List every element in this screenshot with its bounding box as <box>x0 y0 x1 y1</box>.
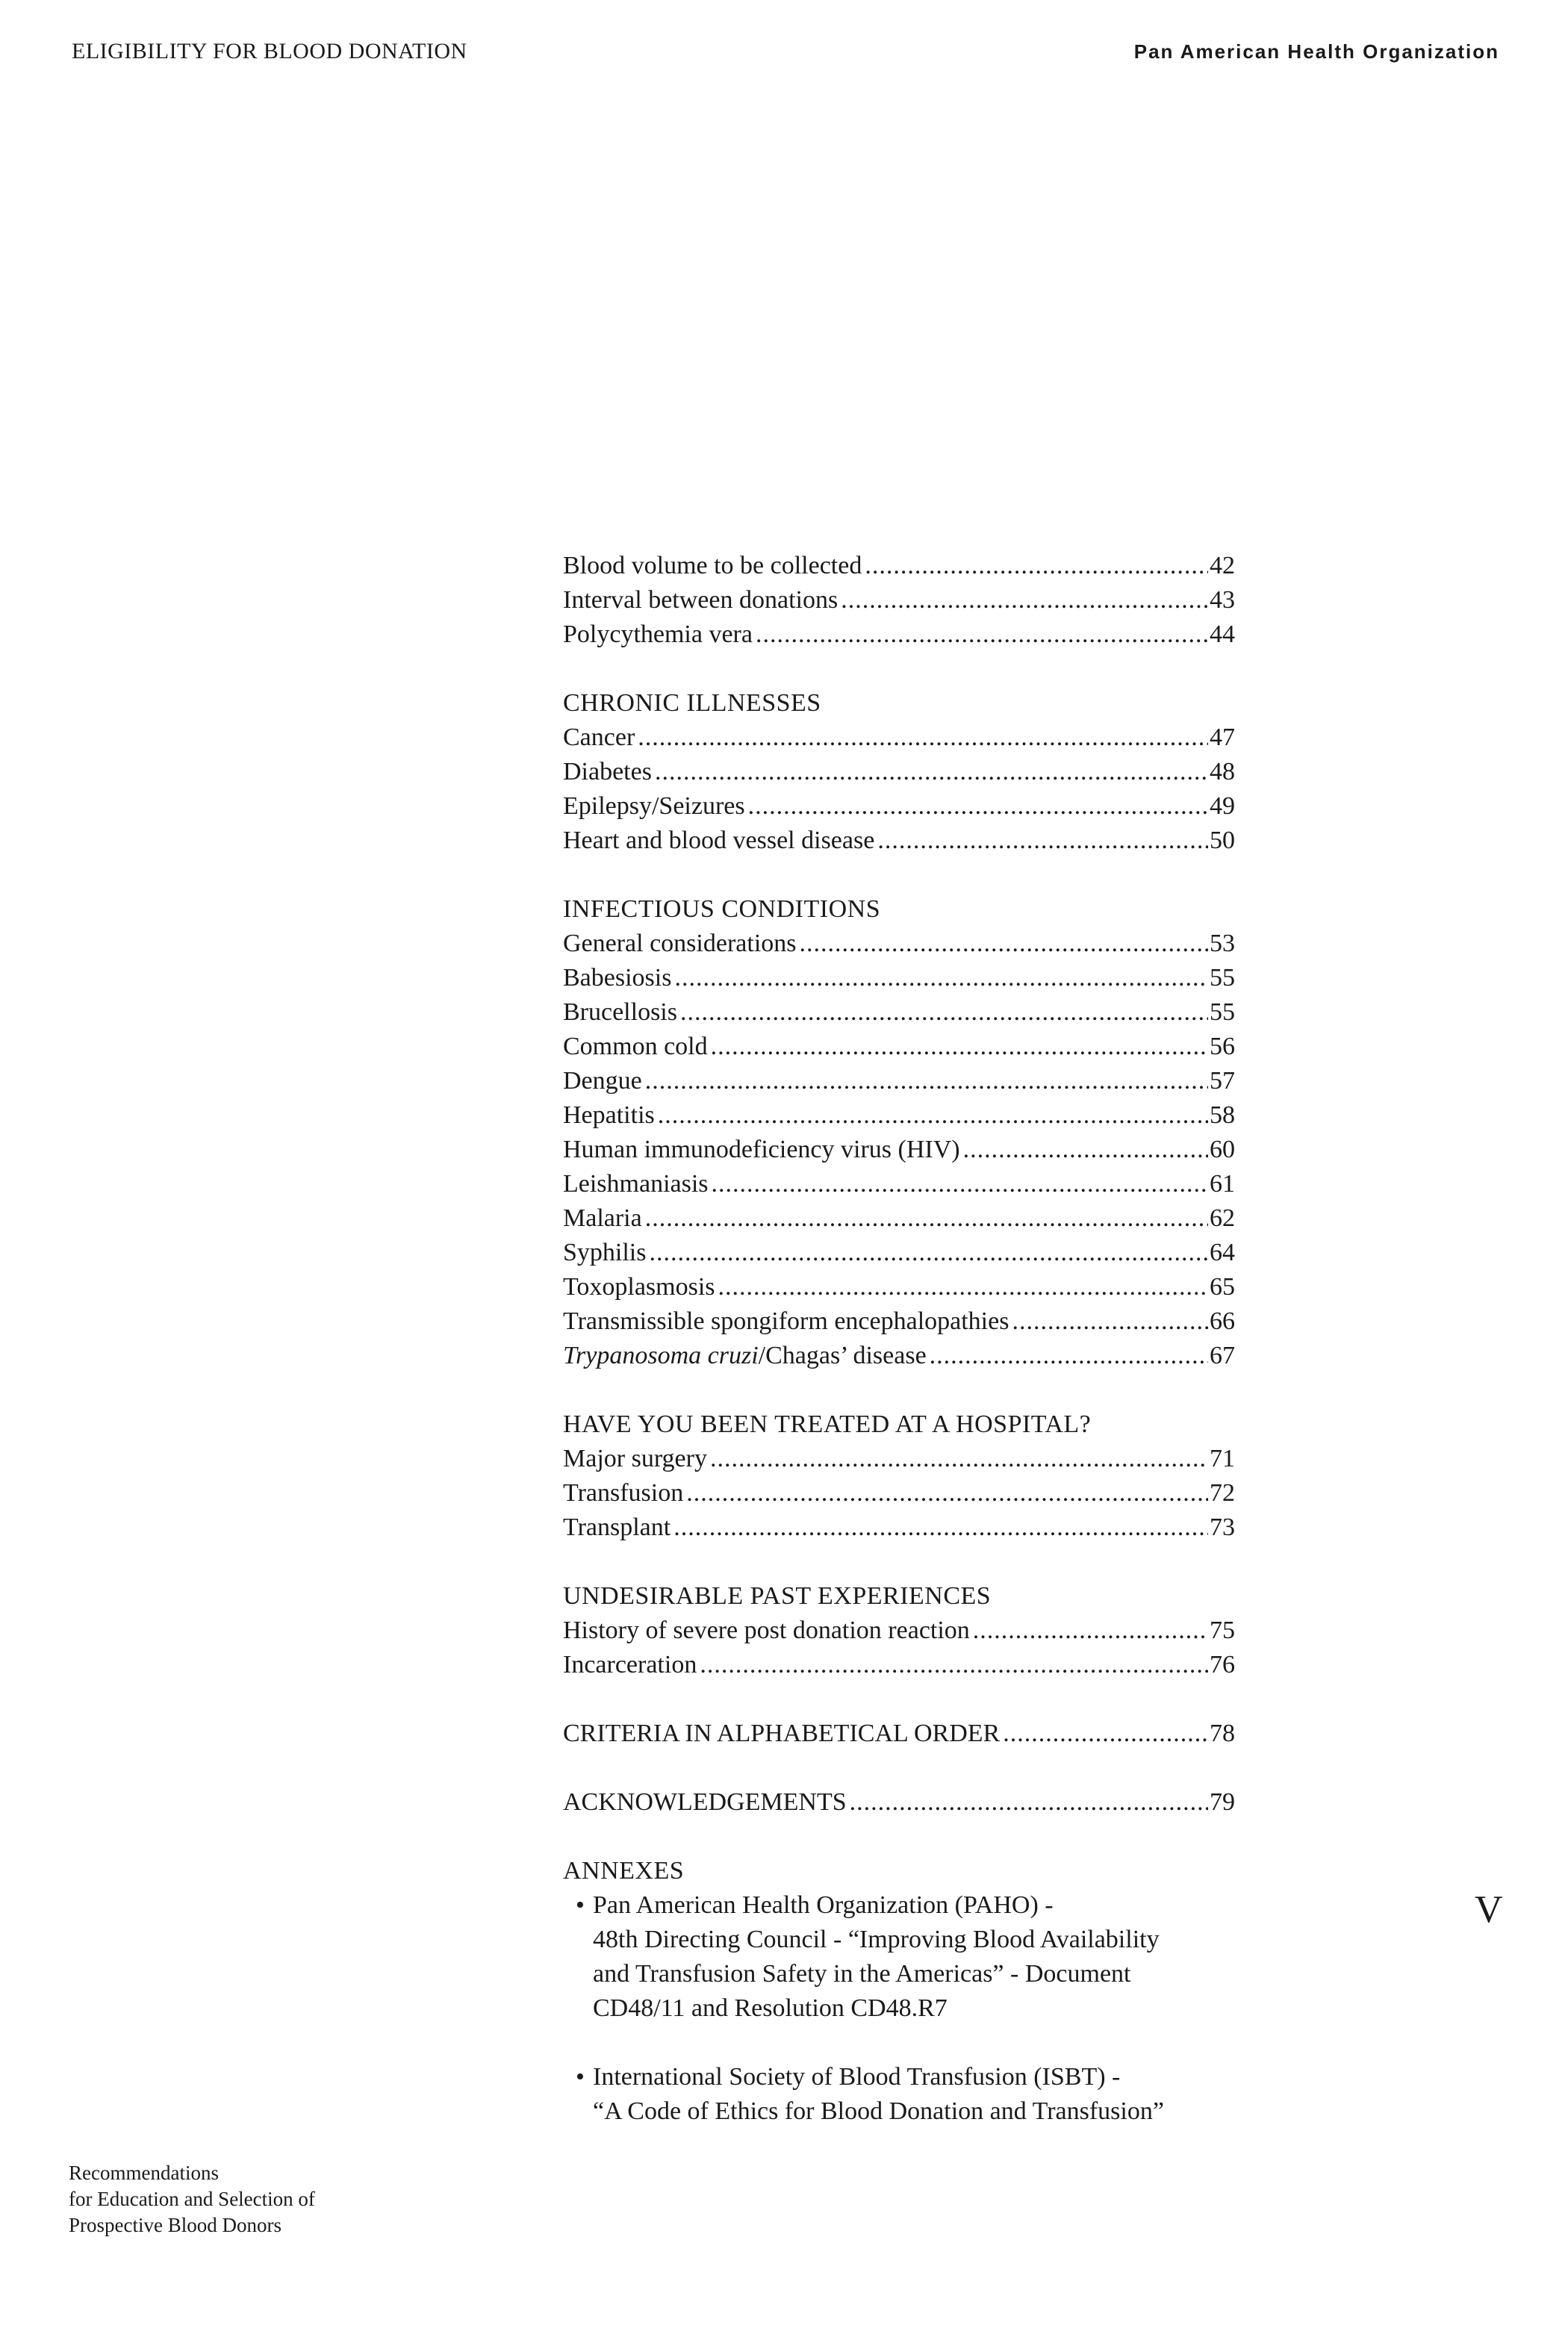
section-heading-hospital: HAVE YOU BEEN TREATED AT A HOSPITAL? <box>563 1410 1092 1438</box>
toc-entry-page: 61 <box>1210 1170 1235 1198</box>
toc-entry <box>563 995 1235 1030</box>
dot-leader <box>638 721 1208 755</box>
toc-entry-page: 64 <box>1210 1239 1235 1266</box>
toc-entry-title: Interval between donations <box>563 586 839 614</box>
toc-entry-title: Leishmaniasis <box>563 1170 709 1198</box>
toc-entry-title: Cancer <box>563 724 635 751</box>
toc-entry-title: Common cold <box>563 1033 708 1060</box>
toc-entry-title: Syphilis <box>563 1239 647 1266</box>
toc-entry-page: 43 <box>1210 586 1235 614</box>
toc-entry <box>563 927 1235 961</box>
toc-entry-title: Human immunodeficiency virus (HIV) <box>563 1136 960 1163</box>
toc-entry <box>563 1511 1235 1545</box>
toc-entry <box>563 1133 1235 1167</box>
toc-entry <box>563 1236 1235 1270</box>
dot-leader <box>930 1339 1208 1373</box>
toc-entry-page: 76 <box>1210 1651 1235 1679</box>
toc-entry-title: CRITERIA IN ALPHABETICAL ORDER <box>563 1720 1001 1747</box>
toc-entry <box>563 824 1235 858</box>
section-spacer <box>563 2026 1235 2060</box>
section-spacer <box>563 1751 1235 1785</box>
toc-entry-page: 49 <box>1210 792 1235 820</box>
annex-line: International Society of Blood Transfusion (ISBT) - <box>593 2063 1121 2091</box>
toc-entry <box>563 1064 1235 1098</box>
annex-item-isbt <box>563 2060 1235 2129</box>
toc-entry-title: Toxoplasmosis <box>563 1273 715 1301</box>
table-of-contents <box>563 549 1235 2129</box>
toc-entry-title: History of severe post donation reaction <box>563 1617 970 1644</box>
dot-leader <box>877 824 1208 858</box>
dot-leader <box>680 995 1208 1030</box>
toc-entry-title: Brucellosis <box>563 998 677 1026</box>
annex-line: CD48/11 and Resolution CD48.R7 <box>593 1994 948 2022</box>
dot-leader <box>1012 1304 1208 1339</box>
toc-entry <box>563 721 1235 755</box>
toc-entry-title: Transfusion <box>563 1479 684 1507</box>
section-spacer <box>563 858 1235 892</box>
section-spacer <box>563 652 1235 686</box>
annex-line: 48th Directing Council - “Improving Blood Availability <box>593 1926 1160 1953</box>
toc-entry-criteria <box>563 1717 1235 1751</box>
toc-entry <box>563 1098 1235 1133</box>
dot-leader <box>655 755 1208 789</box>
dot-leader <box>710 1442 1208 1476</box>
toc-entry-title: Incarceration <box>563 1651 697 1679</box>
running-header-organization: Pan American Health Organization <box>1133 40 1499 63</box>
toc-entry <box>563 1201 1235 1236</box>
toc-entry <box>563 1476 1235 1511</box>
toc-entry-title: Heart and blood vessel disease <box>563 827 875 854</box>
dot-leader <box>645 1064 1208 1098</box>
toc-entry-page: 67 <box>1210 1342 1235 1369</box>
annex-text <box>593 1888 1160 2026</box>
toc-entry <box>563 789 1235 824</box>
toc-entry-page: 72 <box>1210 1479 1235 1507</box>
dot-leader <box>973 1614 1208 1648</box>
dot-leader <box>865 549 1208 583</box>
footer-note <box>69 2160 315 2239</box>
bullet-icon: • <box>576 2063 585 2091</box>
dot-leader <box>800 927 1209 961</box>
toc-entry-title: Malaria <box>563 1204 642 1232</box>
toc-entry <box>563 1304 1235 1339</box>
dot-leader <box>658 1098 1208 1133</box>
section-spacer <box>563 1820 1235 1854</box>
toc-entry-title: Hepatitis <box>563 1101 655 1129</box>
footer-line: Recommendations <box>69 2162 219 2184</box>
dot-leader <box>850 1785 1208 1820</box>
toc-entry-title: General considerations <box>563 930 797 957</box>
toc-entry-page: 71 <box>1210 1445 1235 1472</box>
dot-leader <box>649 1236 1208 1270</box>
annex-text <box>593 2060 1164 2129</box>
toc-entry-title: Blood volume to be collected <box>563 552 862 579</box>
section-heading-infectious: INFECTIOUS CONDITIONS <box>563 895 881 923</box>
toc-entry <box>563 961 1235 995</box>
running-header-title: ELIGIBILITY FOR BLOOD DONATION <box>72 39 467 63</box>
toc-entry <box>563 1270 1235 1304</box>
toc-entry <box>563 1339 1235 1373</box>
dot-leader <box>712 1167 1208 1201</box>
toc-entry-page: 78 <box>1210 1720 1235 1747</box>
toc-entry-title: ACKNOWLEDGEMENTS <box>563 1788 847 1816</box>
toc-entry-page: 55 <box>1210 998 1235 1026</box>
toc-entry-page: 55 <box>1210 964 1235 992</box>
toc-entry-title: Dengue <box>563 1067 642 1095</box>
page-number: V <box>1475 1888 1503 1931</box>
toc-entry-page: 73 <box>1210 1513 1235 1541</box>
dot-leader <box>841 583 1208 617</box>
dot-leader <box>756 617 1208 652</box>
section-heading-undesirable: UNDESIRABLE PAST EXPERIENCES <box>563 1582 992 1610</box>
toc-entry <box>563 1167 1235 1201</box>
annex-line: “A Code of Ethics for Blood Donation and Transfusion” <box>593 2097 1164 2125</box>
footer-line: for Education and Selection of <box>69 2188 315 2210</box>
toc-entry-title: Babesiosis <box>563 964 672 992</box>
toc-entry-page: 65 <box>1210 1273 1235 1301</box>
annex-item-paho <box>563 1888 1235 2026</box>
toc-entry-title <box>563 1339 927 1373</box>
toc-entry-page: 53 <box>1210 930 1235 957</box>
toc-entry <box>563 617 1235 652</box>
dot-leader <box>711 1030 1208 1064</box>
dot-leader <box>674 961 1208 995</box>
disease-name: /Chagas’ disease <box>758 1342 927 1369</box>
section-spacer <box>563 1682 1235 1717</box>
toc-entry-title: Diabetes <box>563 758 652 785</box>
toc-entry-page: 56 <box>1210 1033 1235 1060</box>
toc-entry-page: 48 <box>1210 758 1235 785</box>
toc-entry-title: Polycythemia vera <box>563 620 753 648</box>
annex-line: Pan American Health Organization (PAHO) - <box>593 1891 1054 1919</box>
toc-entry <box>563 1030 1235 1064</box>
toc-entry <box>563 1648 1235 1682</box>
toc-entry-page: 60 <box>1210 1136 1235 1163</box>
toc-entry-acknowledgements <box>563 1785 1235 1820</box>
toc-entry <box>563 1614 1235 1648</box>
toc-entry <box>563 583 1235 617</box>
toc-entry <box>563 755 1235 789</box>
footer-line: Prospective Blood Donors <box>69 2214 281 2236</box>
section-heading-chronic: CHRONIC ILLNESSES <box>563 689 821 717</box>
toc-entry-page: 79 <box>1210 1788 1235 1816</box>
annex-line: and Transfusion Safety in the Americas” - Document <box>593 1960 1131 1988</box>
dot-leader <box>1003 1717 1208 1751</box>
dot-leader <box>718 1270 1208 1304</box>
dot-leader <box>673 1511 1208 1545</box>
section-heading-annexes: ANNEXES <box>563 1857 685 1885</box>
species-name-italic: Trypanosoma cruzi <box>563 1342 759 1369</box>
dot-leader <box>645 1201 1208 1236</box>
dot-leader <box>700 1648 1208 1682</box>
toc-entry-title: Transmissible spongiform encephalopathies <box>563 1307 1009 1335</box>
toc-entry-page: 42 <box>1210 552 1235 579</box>
toc-entry-page: 57 <box>1210 1067 1235 1095</box>
toc-entry-page: 47 <box>1210 724 1235 751</box>
section-spacer <box>563 1373 1235 1407</box>
toc-entry <box>563 1442 1235 1476</box>
toc-entry-page: 62 <box>1210 1204 1235 1232</box>
section-spacer <box>563 1545 1235 1579</box>
toc-entry-page: 75 <box>1210 1617 1235 1644</box>
toc-entry-page: 50 <box>1210 827 1235 854</box>
toc-entry-page: 44 <box>1210 620 1235 648</box>
bullet-icon: • <box>576 1891 585 1919</box>
toc-entry <box>563 549 1235 583</box>
toc-entry-page: 58 <box>1210 1101 1235 1129</box>
toc-entry-title: Epilepsy/Seizures <box>563 792 745 820</box>
toc-entry-title: Major surgery <box>563 1445 707 1472</box>
toc-entry-title: Transplant <box>563 1513 671 1541</box>
dot-leader <box>748 789 1208 824</box>
dot-leader <box>963 1133 1208 1167</box>
toc-entry-page: 66 <box>1210 1307 1235 1335</box>
dot-leader <box>686 1476 1208 1511</box>
